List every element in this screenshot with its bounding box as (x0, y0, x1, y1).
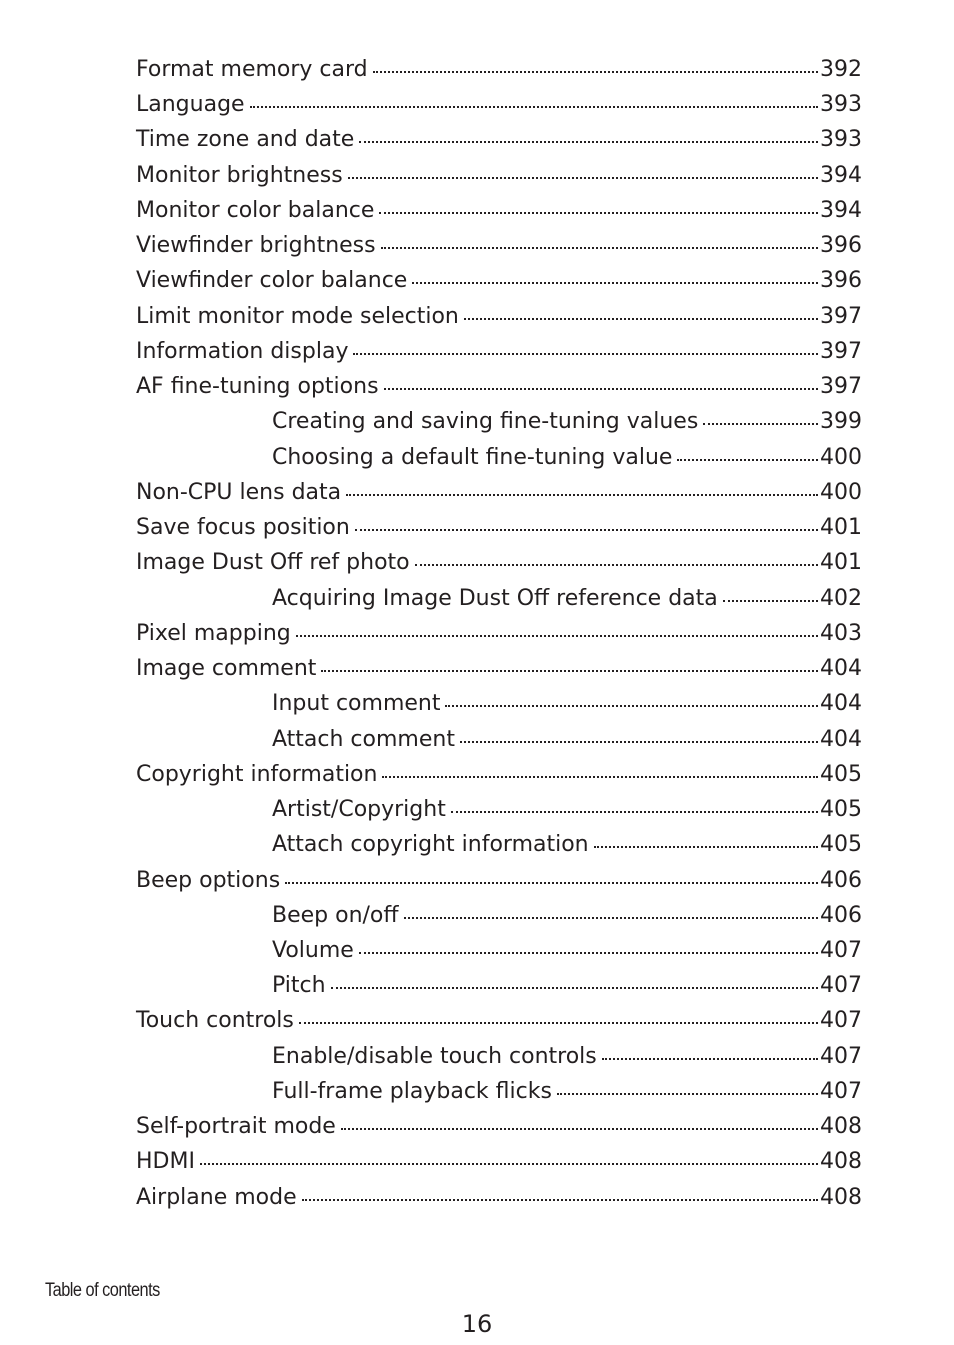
toc-entry-title: Limit monitor mode selection (136, 303, 459, 329)
toc-entry[interactable] (272, 1074, 862, 1109)
toc-entry[interactable] (272, 722, 862, 757)
dot-leader (464, 318, 818, 320)
toc-entry-page-number: 400 (820, 479, 862, 505)
toc-entry-title: AF fine-tuning options (136, 374, 379, 400)
toc-entry-page-number: 401 (820, 515, 862, 541)
toc-entry-page-number: 407 (820, 1008, 862, 1034)
toc-entry-page-number: 406 (820, 902, 862, 928)
toc-entry[interactable] (136, 122, 862, 157)
toc-entry-title: Volume (272, 938, 354, 963)
toc-entry[interactable] (136, 1109, 862, 1144)
toc-entry-page-number: 392 (820, 57, 862, 82)
toc-entry-title: Viewfinder color balance (136, 268, 408, 294)
toc-entry-page-number: 396 (820, 268, 862, 294)
toc-entry-title: Input comment (272, 691, 441, 717)
toc-entry-page-number: 408 (820, 1149, 862, 1175)
dot-leader (594, 846, 818, 848)
toc-entry-page-number: 404 (820, 656, 862, 682)
toc-entry-page-number: 397 (820, 338, 862, 364)
toc-entry-page-number: 393 (820, 92, 862, 118)
toc-entry-title: Airplane mode (136, 1184, 297, 1210)
toc-entry[interactable] (136, 228, 862, 263)
page-number: 16 (461, 1310, 493, 1338)
toc-entry[interactable] (272, 440, 862, 475)
dot-leader (331, 987, 818, 989)
toc-entry-title: Image comment (136, 656, 317, 682)
toc-entry[interactable] (136, 616, 862, 651)
toc-entry-title: Enable/disable touch controls (272, 1043, 597, 1069)
dot-leader (348, 177, 818, 179)
dot-leader (404, 917, 818, 919)
toc-entry-title: Attach copyright information (272, 832, 589, 858)
toc-entry-title: Non-CPU lens data (136, 479, 342, 505)
dot-leader (445, 705, 818, 707)
toc-entry-title: Beep on/off (272, 902, 399, 928)
toc-entry-title: Image Dust Off ref photo (136, 550, 410, 576)
toc-entry[interactable] (272, 933, 862, 968)
toc-entry-title: Attach comment (272, 726, 455, 752)
toc-entry-title: Artist/Copyright (272, 797, 446, 823)
toc-entry-page-number: 404 (820, 691, 862, 717)
dot-leader (200, 1163, 818, 1165)
toc-entry[interactable] (136, 299, 862, 334)
toc-entry[interactable] (136, 757, 862, 792)
toc-entry-page-number: 397 (820, 303, 862, 329)
dot-leader (451, 811, 818, 813)
dot-leader (353, 353, 818, 355)
toc-entry-title: HDMI (136, 1149, 195, 1175)
toc-entry[interactable] (136, 863, 862, 898)
toc-entry-title: Monitor brightness (136, 162, 343, 188)
toc-entry-title: Full-frame playback flicks (272, 1078, 552, 1104)
toc-entry-page-number: 402 (820, 585, 862, 611)
toc-entry-page-number: 401 (820, 550, 862, 576)
toc-entry-title: Choosing a default fine-tuning value (272, 444, 673, 470)
toc-entry-page-number: 408 (820, 1184, 862, 1210)
toc-entry-title: Acquiring Image Dust Off reference data (272, 585, 718, 611)
toc-entry-page-number: 407 (820, 938, 862, 963)
toc-entry-title: Beep options (136, 867, 281, 893)
footer-section-label: Table of contents (45, 1280, 160, 1301)
toc-entry-page-number: 394 (820, 162, 862, 188)
toc-entry[interactable] (136, 475, 862, 510)
toc-entry-page-number: 403 (820, 620, 862, 646)
toc-entry-title: Information display (136, 338, 349, 364)
dot-leader (412, 282, 818, 284)
toc-entry-page-number: 405 (820, 761, 862, 787)
toc-entry-page-number: 397 (820, 374, 862, 400)
toc-entry-page-number: 404 (820, 726, 862, 752)
toc-entry[interactable] (136, 52, 862, 87)
dot-leader (602, 1058, 818, 1060)
toc-entry[interactable] (136, 263, 862, 298)
toc-entry-page-number: 406 (820, 867, 862, 893)
toc-entry-page-number: 399 (820, 409, 862, 435)
toc-entry-title: Touch controls (136, 1008, 294, 1034)
toc-entry-title: Language (136, 92, 245, 118)
dot-leader (460, 741, 818, 743)
toc-entry-title: Format memory card (136, 57, 368, 82)
toc-entry[interactable] (272, 898, 862, 933)
toc-entry[interactable] (272, 404, 862, 439)
dot-leader (379, 212, 818, 214)
dot-leader (355, 529, 818, 531)
toc-entry[interactable] (136, 545, 862, 580)
dot-leader (359, 141, 818, 143)
toc-entry[interactable] (136, 193, 862, 228)
dot-leader (296, 635, 818, 637)
toc-entry[interactable] (136, 510, 862, 545)
toc-entry[interactable] (136, 1144, 862, 1179)
toc-entry[interactable] (272, 792, 862, 827)
dot-leader (723, 600, 818, 602)
dot-leader (359, 952, 818, 954)
toc-entry[interactable] (272, 827, 862, 862)
toc-entry-page-number: 407 (820, 1078, 862, 1104)
toc-entry-title: Creating and saving fine-tuning values (272, 409, 699, 435)
dot-leader (415, 564, 818, 566)
toc-entry[interactable] (136, 369, 862, 404)
dot-leader (382, 776, 818, 778)
dot-leader (299, 1022, 818, 1024)
toc-entry[interactable] (136, 334, 862, 369)
dot-leader (703, 423, 818, 425)
toc-entry[interactable] (136, 651, 862, 686)
toc-entry-title: Save focus position (136, 515, 350, 541)
toc-entry-page-number: 405 (820, 832, 862, 858)
toc-entry-title: Copyright information (136, 761, 378, 787)
dot-leader (321, 670, 818, 672)
toc-entry[interactable] (272, 968, 862, 1003)
toc-entry[interactable] (272, 581, 862, 616)
dot-leader (373, 71, 818, 73)
toc-entry-title: Pitch (272, 973, 326, 999)
toc-entry-page-number: 396 (820, 233, 862, 259)
dot-leader (381, 247, 818, 249)
dot-leader (341, 1128, 818, 1130)
toc-entry[interactable] (136, 158, 862, 193)
dot-leader (302, 1199, 818, 1201)
toc-entry-title: Self-portrait mode (136, 1114, 336, 1140)
toc-entry[interactable] (136, 87, 862, 122)
toc-entry-page-number: 405 (820, 797, 862, 823)
toc-entry-page-number: 408 (820, 1114, 862, 1140)
toc-entry-page-number: 400 (820, 444, 862, 470)
dot-leader (346, 494, 818, 496)
toc-entry-page-number: 407 (820, 1043, 862, 1069)
dot-leader (285, 882, 818, 884)
toc-entry[interactable] (272, 1039, 862, 1074)
toc-entry-page-number: 394 (820, 197, 862, 223)
toc-entry-title: Pixel mapping (136, 620, 291, 646)
dot-leader (557, 1093, 818, 1095)
dot-leader (384, 388, 818, 390)
dot-leader (677, 459, 818, 461)
toc-entry[interactable] (272, 686, 862, 721)
toc-entry[interactable] (136, 1003, 862, 1038)
dot-leader (250, 106, 818, 108)
toc-entry-page-number: 393 (820, 127, 862, 153)
toc-entry-title: Time zone and date (136, 127, 355, 153)
toc-entry-title: Viewfinder brightness (136, 233, 376, 259)
toc-entry-title: Monitor color balance (136, 197, 375, 223)
toc-entry[interactable] (136, 1180, 862, 1215)
toc-entry-page-number: 407 (820, 973, 862, 999)
